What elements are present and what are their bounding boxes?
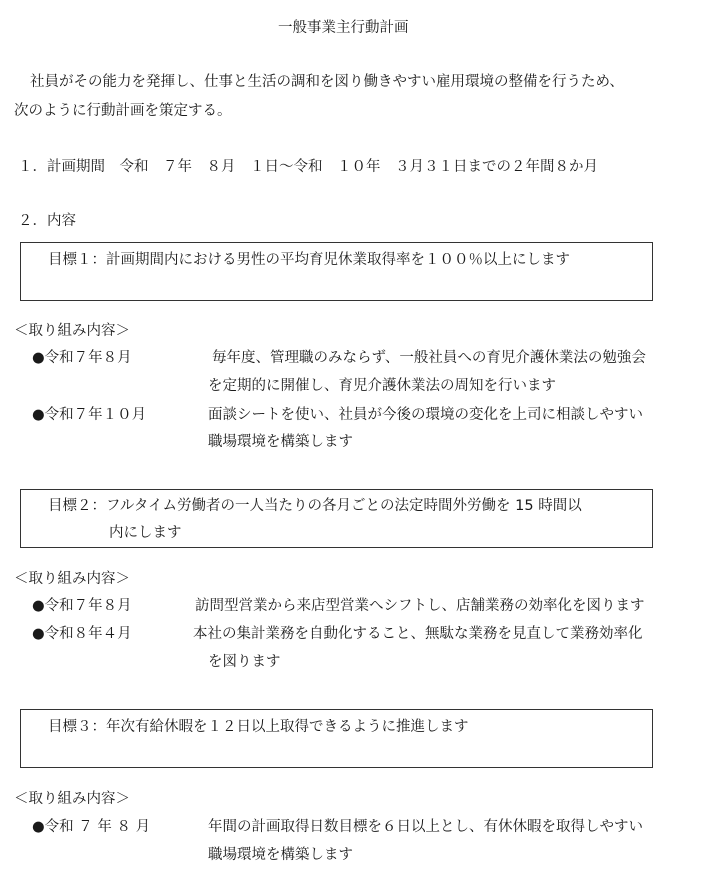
- goal-2-item-2-date: ●令和８年４月: [32, 626, 132, 642]
- goal-1-box: [20, 242, 653, 301]
- goal-1-item-1-date: ●令和７年８月: [32, 350, 132, 366]
- goal-3-box: [20, 709, 653, 768]
- goal-3-text: 目標３：年次有給休暇を１２日以上取得できるように推進します: [48, 719, 469, 735]
- goal-1-item-2-text-line-1: 面談シートを使い、社員が今後の環境の変化を上司に相談しやすい: [208, 407, 643, 423]
- goal-2-item-2-text-line-1: 本社の集計業務を自動化すること、無駄な業務を見直して業務効率化: [193, 626, 643, 642]
- goal-1-text: 目標１：計画期間内における男性の平均育児休業取得率を１００％以上にします: [48, 252, 570, 268]
- goal-2-item-1-text-line-1: 訪問型営業から来店型営業へシフトし、店舗業務の効率化を図ります: [195, 598, 645, 614]
- goal-2-text-line-2: 内にします: [109, 525, 182, 541]
- goal-3-item-1-date: ●令和 ７ 年 ８ 月: [32, 819, 151, 835]
- goal-2-text-line-1: 目標２：フルタイム労働者の一人当たりの各月ごとの法定時間外労働を 15 時間以: [48, 498, 582, 514]
- goal-1-item-2-date: ●令和７年１０月: [32, 407, 147, 423]
- goal-2-torikumi-label: ＜取り組み内容＞: [14, 571, 130, 587]
- goal-2-item-2-text-line-2: を図ります: [208, 654, 281, 670]
- goal-3-item-1-text-line-1: 年間の計画取得日数目標を６日以上とし、有休休暇を取得しやすい: [208, 819, 643, 835]
- section-content-heading: ２．内容: [18, 213, 76, 229]
- intro-line-1: 社員がその能力を発揮し、仕事と生活の調和を図り働きやすい雇用環境の整備を行うため、: [30, 74, 624, 90]
- section-plan-period: １．計画期間 令和 ７年 ８月 １日〜令和 １０年 ３月３１日までの２年間８か月: [18, 159, 598, 175]
- document-title: 一般事業主行動計画: [278, 20, 409, 36]
- goal-3-torikumi-label: ＜取り組み内容＞: [14, 791, 130, 807]
- goal-2-item-1-date: ●令和７年８月: [32, 598, 132, 614]
- intro-line-2: 次のように行動計画を策定する。: [14, 103, 232, 119]
- goal-1-torikumi-label: ＜取り組み内容＞: [14, 323, 130, 339]
- goal-1-item-2-text-line-2: 職場環境を構築します: [208, 434, 353, 450]
- goal-1-item-1-text-line-1: 毎年度、管理職のみならず、一般社員への育児介護休業法の勉強会: [212, 350, 646, 366]
- goal-1-item-1-text-line-2: を定期的に開催し、育児介護休業法の周知を行います: [208, 378, 556, 394]
- goal-2-box: [20, 489, 653, 548]
- goal-3-item-1-text-line-2: 職場環境を構築します: [208, 847, 353, 863]
